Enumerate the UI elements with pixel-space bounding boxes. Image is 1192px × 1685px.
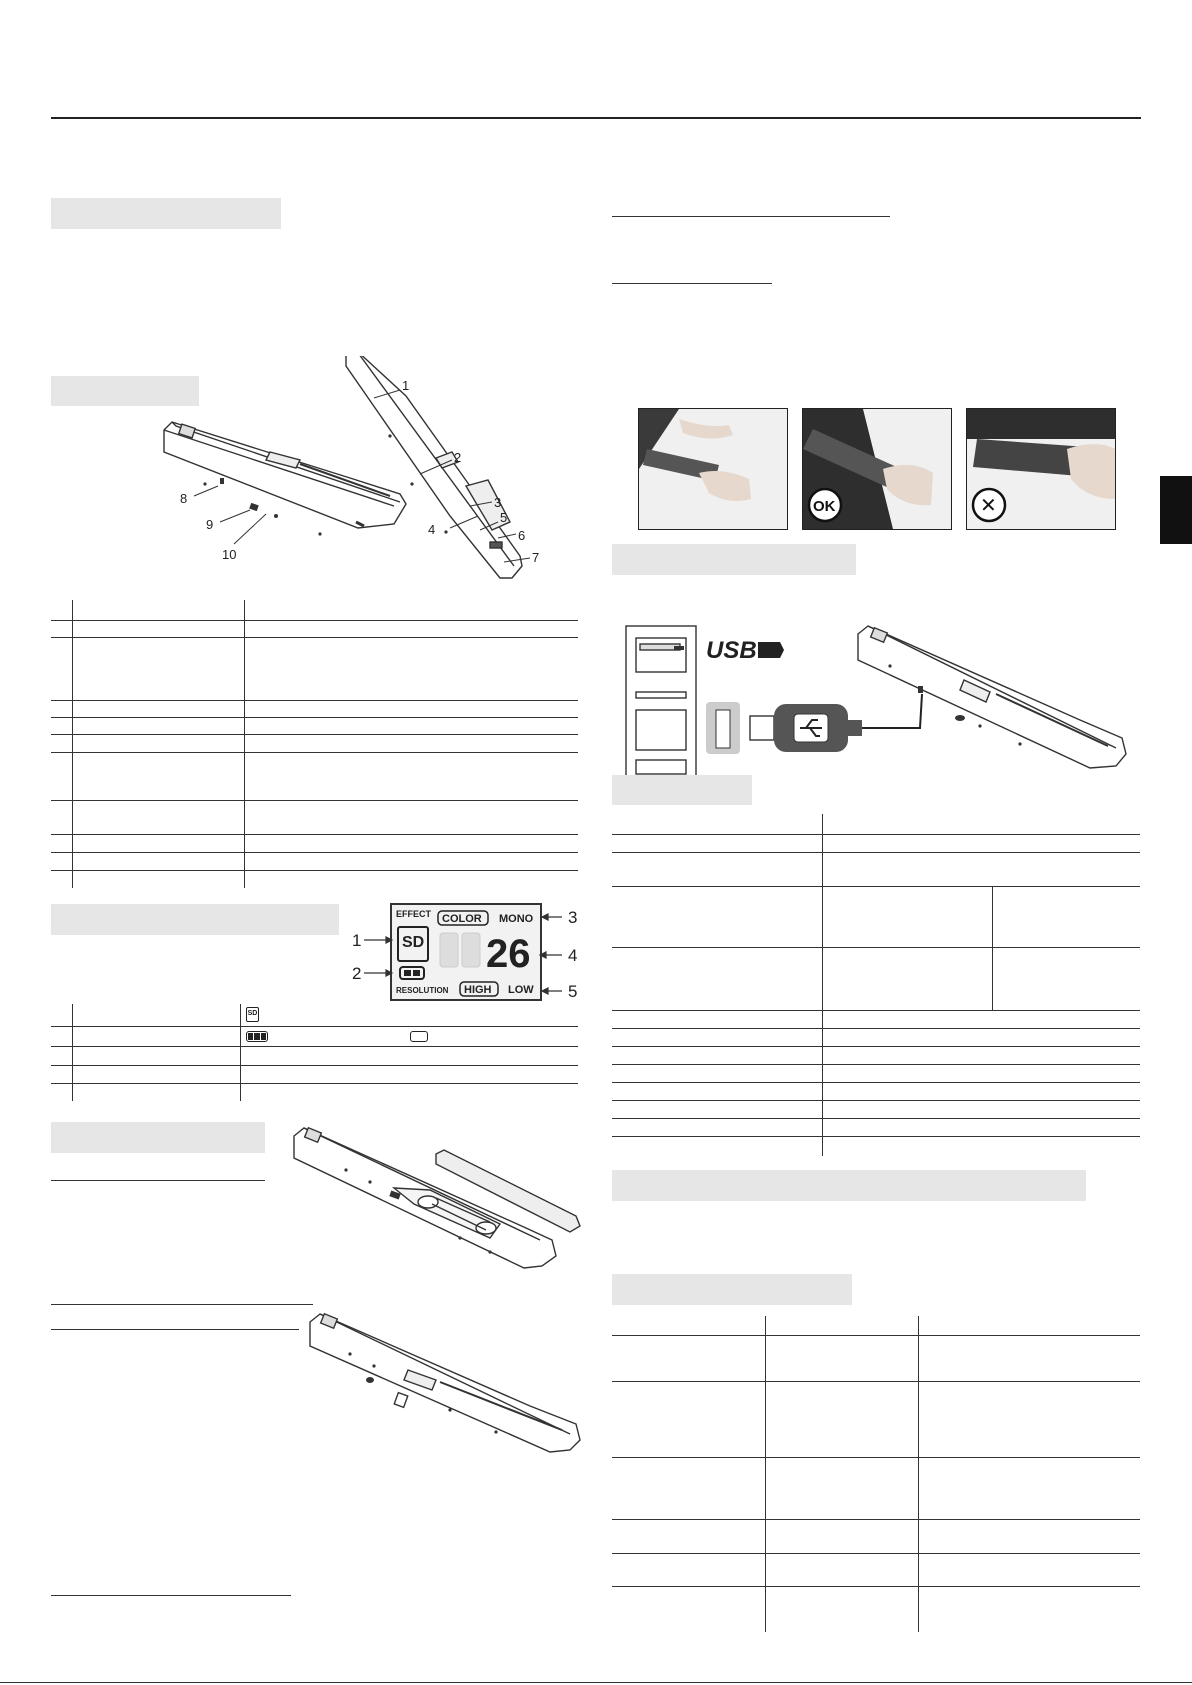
specs-col-2 [992,886,993,1010]
lcd-row-line [51,1026,578,1027]
trouble-row-line [612,1553,1140,1554]
callout-4: 4 [428,522,436,537]
specs-row-line [612,834,1140,835]
lcd-high: HIGH [464,984,492,996]
parts-row-line [51,752,578,753]
callout-2: 2 [454,450,462,465]
lcd-mono: MONO [499,913,534,925]
trouble-row-line [612,1519,1140,1520]
trouble-row-line [612,1381,1140,1382]
subheading-underline [51,1180,265,1181]
bottom-rule [0,1682,1192,1683]
parts-row-line [51,800,578,801]
section-band-specs [612,775,752,805]
lcd-row-line [51,1083,578,1084]
trouble-row-line [612,1335,1140,1336]
specs-row-line [612,1136,1140,1137]
top-rule [51,117,1141,119]
x-mark-label: ✕ [980,493,997,517]
lcd-effect: EFFECT [396,909,431,919]
callout-9: 9 [206,517,214,532]
lcd-resolution: RESOLUTION [396,986,449,995]
section-band-wide [612,1170,1086,1201]
sd-card-icon-label: SD [247,1010,258,1017]
chapter-tab [1160,476,1192,544]
parts-row-line [51,870,578,871]
scanner-side-view [164,422,406,528]
specs-row-line [612,1118,1140,1119]
callout-3: 3 [494,495,502,510]
specs-row-line [612,947,1140,948]
trouble-row-line [612,1586,1140,1587]
lcd-table-col-1 [72,1004,73,1101]
section-band-trouble [612,1274,852,1305]
section-band-install [51,1122,265,1153]
lcd-callout-1: 1 [352,931,362,950]
lcd-row-line [51,1065,578,1066]
ok-mark-label: OK [813,498,836,515]
lcd-callout-5: 5 [568,982,578,1001]
specs-row-line [612,886,1140,887]
photo-correct-grip [802,408,952,530]
subheading-underline [51,1595,291,1596]
callout-8: 8 [180,491,188,506]
sd-insert-diagram [300,1308,590,1494]
callout-1: 1 [402,378,410,393]
photo-incorrect-grip [966,408,1116,530]
parts-row-line [51,637,578,638]
lcd-callout-2: 2 [352,964,362,983]
lcd-low: LOW [508,984,534,996]
lcd-row-line [51,1046,578,1047]
subheading-underline [51,1304,313,1305]
parts-row-line [51,734,578,735]
section-band-1 [51,198,281,229]
battery-install-diagram [290,1120,590,1300]
battery-empty-icon [410,1031,428,1042]
parts-table-col-1 [72,600,73,888]
callout-7: 7 [532,550,540,565]
usb-logo: USB [706,637,757,664]
trouble-col-2 [918,1316,919,1632]
lcd-callout-3: 3 [568,908,578,927]
scanner-front-view [346,356,522,578]
lcd-table-col-2 [240,1004,241,1101]
pc-tower [626,626,696,790]
battery-icon [246,1031,268,1042]
lcd-callout-4: 4 [568,946,578,965]
callout-10: 10 [222,547,237,562]
lcd-callouts [352,903,592,1003]
usb-scanner [858,626,1126,768]
parts-row-line [51,620,578,621]
lcd-color: COLOR [442,913,482,925]
sd-card-icon [246,1007,259,1022]
parts-row-line [51,834,578,835]
subheading-underline [612,216,890,217]
callout-6: 6 [518,528,526,543]
lcd-digits: 26 [486,932,531,976]
specs-row-line [612,1010,1140,1011]
usb-plug [750,704,862,752]
specs-row-line [612,852,1140,853]
section-band-usb [612,544,856,575]
parts-row-line [51,717,578,718]
subheading-underline [51,1329,299,1330]
parts-row-line [51,700,578,701]
parts-row-line [51,852,578,853]
section-band-lcd [51,904,339,935]
photo-scanning-hands [638,408,788,530]
scanner-parts-diagram [150,356,590,600]
subheading-underline [612,283,772,284]
specs-row-line [612,1028,1140,1029]
parts-table-col-2 [244,600,245,888]
specs-row-line [612,1064,1140,1065]
specs-row-line [612,1082,1140,1083]
trouble-row-line [612,1457,1140,1458]
callout-5: 5 [500,510,508,525]
specs-row-line [612,1100,1140,1101]
trouble-col-1 [765,1316,766,1632]
specs-col-1 [822,814,823,1156]
specs-row-line [612,1046,1140,1047]
lcd-sd: SD [402,934,425,951]
